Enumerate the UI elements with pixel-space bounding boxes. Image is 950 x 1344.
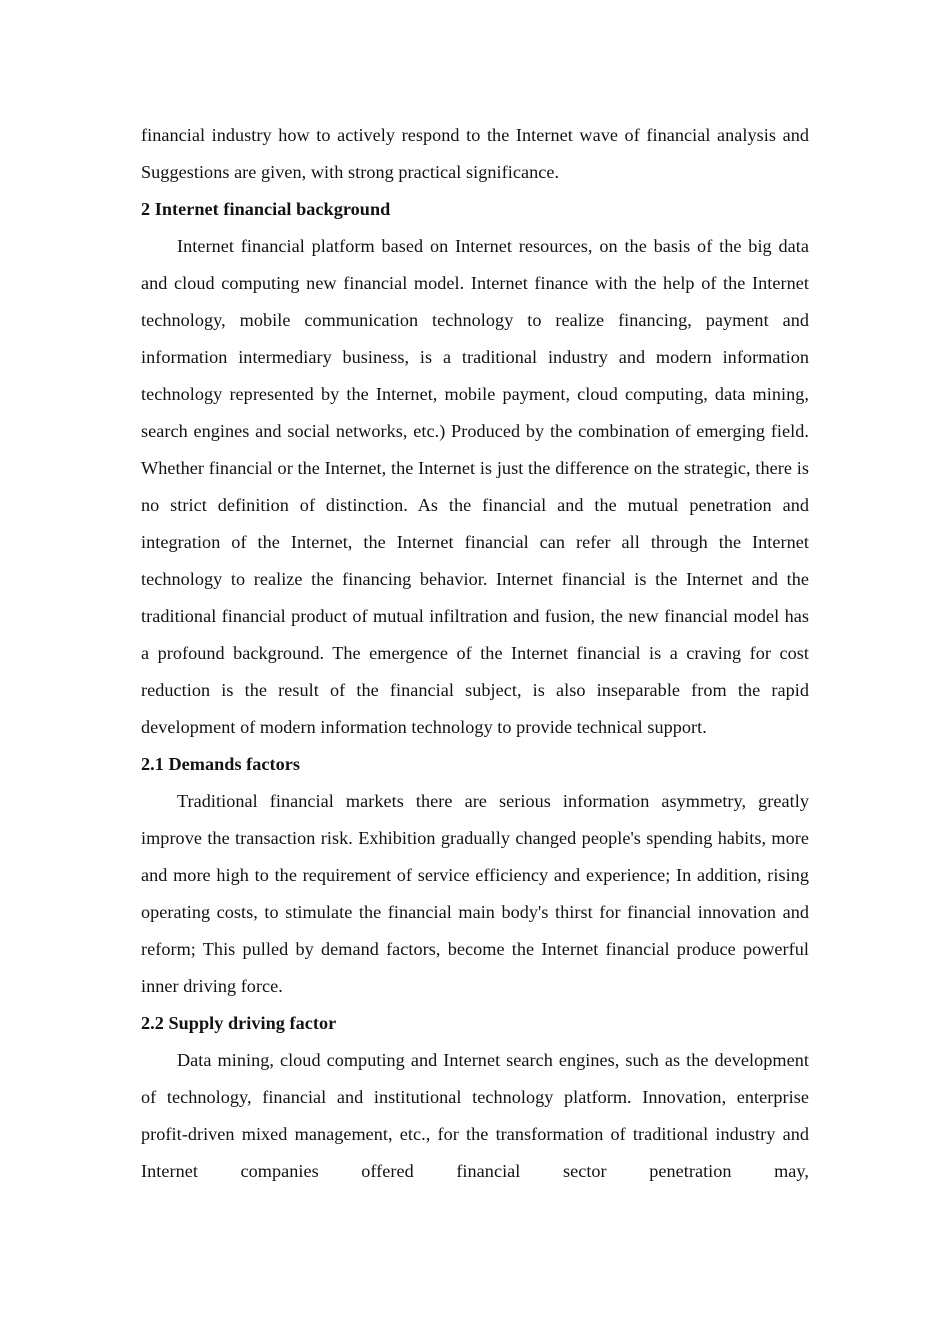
heading-demands-factors: 2.1 Demands factors [141, 754, 301, 774]
heading-supply-driving-factor: 2.2 Supply driving factor [141, 1013, 337, 1033]
text-column [141, 117, 809, 1190]
paragraph-intro-continuation: financial industry how to actively respond to the Internet wave of financial analysis and Suggestions are given, with strong practical significance. [141, 125, 809, 182]
paragraph-demands-factors: Traditional financial markets there are serious information asymmetry, greatly improve the transaction risk. Exhibition gradually changed people's spending habits, more and more high to the requirement of service efficiency and experience; In addition, rising operating costs, to stimulate the financial main body's thirst for financial innovation and reform; This pulled by demand factors, become the Internet financial produce powerful inner driving force. [141, 791, 809, 996]
paragraph-internet-financial-background: Internet financial platform based on Internet resources, on the basis of the big data and cloud computing new financial model. Internet finance with the help of the Internet technology, mobile communication technology to realize financing, payment and information intermediary business, is a traditional industry and modern information technology represented by the Internet, mobile payment, cloud computing, data mining, search engines and social networks, etc.) Produced by the combination of emerging field. Whether financial or the Internet, the Internet is just the difference on the strategic, there is no strict definition of distinction. As the financial and the mutual penetration and integration of the Internet, the Internet financial can refer all through the Internet technology to realize the financing behavior. Internet financial is the Internet and the traditional financial product of mutual infiltration and fusion, the new financial model has a profound background. The emergence of the Internet financial is a craving for cost reduction is the result of the financial subject, is also inseparable from the rapid development of modern information technology to provide technical support. [141, 236, 809, 737]
heading-internet-financial-background: 2 Internet financial background [141, 199, 391, 219]
paragraph-supply-driving-factor: Data mining, cloud computing and Internet search engines, such as the development of technology, financial and institutional technology platform. Innovation, enterprise profit-driven mixed management, etc., for the transformation of traditional industry and Internet companies offered financial sector penetration may, [141, 1050, 809, 1181]
